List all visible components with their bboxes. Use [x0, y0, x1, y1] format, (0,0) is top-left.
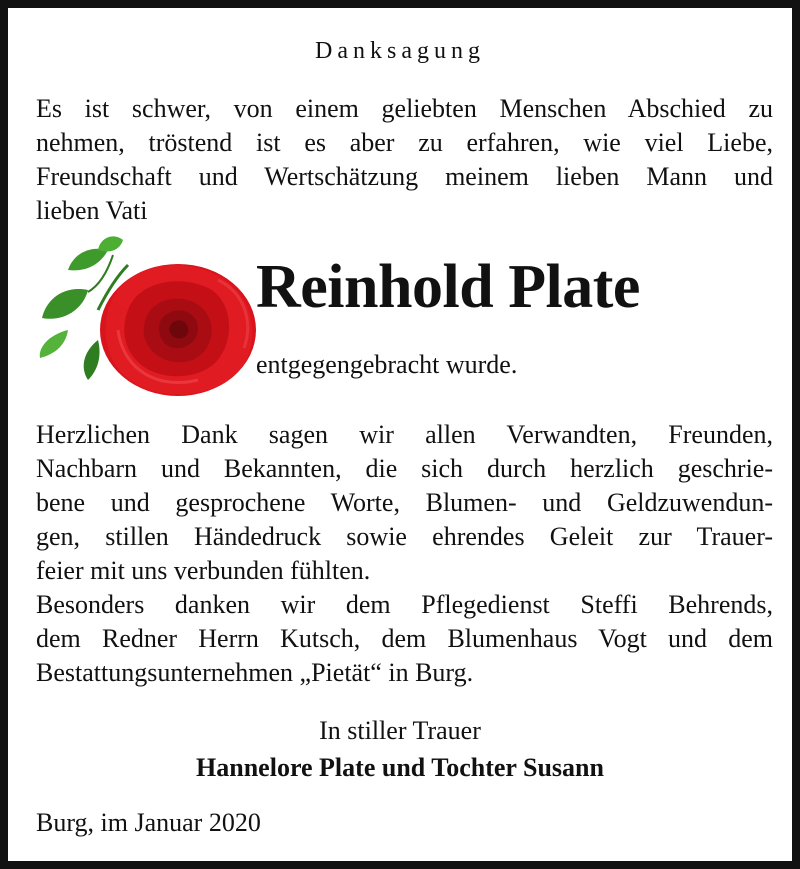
intro-line: Es ist schwer, von einem geliebten Menschen Abschied zu — [36, 94, 773, 123]
deceased-name: Reinhold Plate — [256, 253, 640, 321]
thanks-line: feier mit uns verbunden fühlten. — [36, 556, 371, 585]
after-name-text: entgegengebracht wurde. — [256, 350, 518, 379]
thanks-line: gen, stillen Händedruck sowie ehrendes Geleit zur Trauer- — [36, 522, 773, 551]
intro-line: nehmen, tröstend ist es aber zu erfahren, wie viel Liebe, — [36, 128, 773, 157]
intro-line: lieben Vati — [36, 196, 148, 225]
thanks-line: Bestattungsunternehmen „Pietät“ in Burg. — [36, 658, 474, 687]
thanks-line: bene und gesprochene Worte, Blumen- und Geldzuwendun- — [36, 488, 773, 517]
thanks-line: Herzlichen Dank sagen wir allen Verwandten, Freunden, — [36, 420, 773, 449]
thanks-line: dem Redner Herrn Kutsch, dem Blumenhaus Vogt und dem — [36, 624, 773, 653]
red-rose-icon — [28, 230, 258, 400]
thanks-line: Besonders danken wir dem Pflegedienst Steffi Behrends, — [36, 590, 773, 619]
heading-danksagung: Danksagung — [315, 38, 485, 64]
mourning-phrase: In stiller Trauer — [319, 716, 481, 745]
signers: Hannelore Plate und Tochter Susann — [196, 753, 604, 782]
thanks-paragraph — [36, 418, 773, 690]
place-date: Burg, im Januar 2020 — [36, 808, 261, 837]
intro-paragraph — [36, 92, 773, 228]
intro-line: Freundschaft und Wertschätzung meinem lieben Mann und — [36, 162, 773, 191]
thanks-line: Nachbarn und Bekannten, die sich durch herzlich geschrie- — [36, 454, 773, 483]
